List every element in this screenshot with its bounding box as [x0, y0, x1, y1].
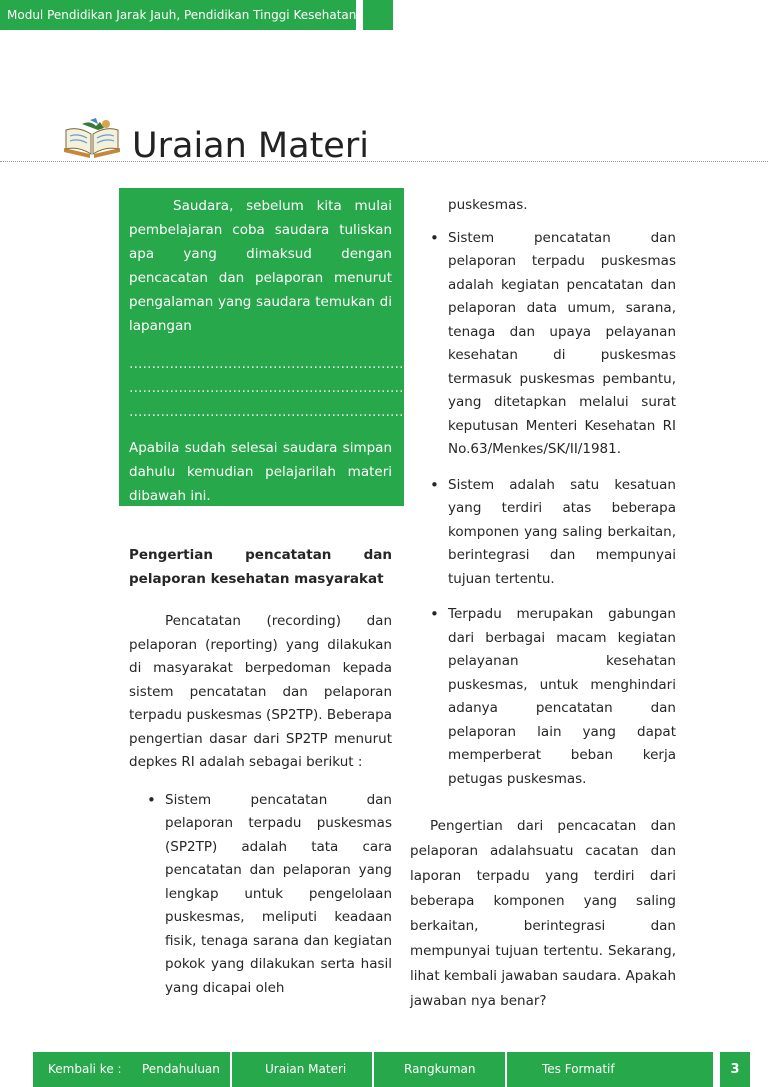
definition-list: [430, 227, 676, 792]
nav-link-rangkuman[interactable]: Rangkuman: [404, 1062, 476, 1076]
definition-list: [147, 789, 392, 1001]
page-number: 3: [720, 1052, 750, 1087]
nav-separator: [372, 1052, 374, 1087]
right-column: [430, 194, 676, 791]
footer-nav: [33, 1052, 713, 1087]
answer-line: ……………………………………………………………………: [129, 380, 480, 396]
intro-paragraph: Pencatatan (recording) dan pelaporan (reporting) yang dilakukan di masyarakat berpedoman kepada sistem pencatatan dan pelaporan terpadu puskesmas (SP2TP). Beberapa pengertian dasar dari SP2TP menurut depkes RI adalah sebagai berikut :: [129, 613, 392, 770]
nav-separator: [505, 1052, 507, 1087]
activity-intro: Saudara, sebelum kita mulai pembelajaran coba saudara tuliskan apa yang dimaksud dengan pencacatan dan pelaporan menurut pengalaman yang saudara temukan di lapangan: [129, 198, 392, 334]
nav-separator: [230, 1052, 232, 1087]
divider: [0, 161, 768, 162]
nav-link-pendahuluan[interactable]: Pendahuluan: [142, 1062, 220, 1076]
module-title-bar: [0, 0, 356, 30]
section-title: Uraian Materi: [132, 126, 369, 166]
left-column: [129, 544, 392, 1000]
nav-link-tes-formatif[interactable]: Tes Formatif: [542, 1062, 615, 1076]
answer-line: ……………………………………………………………………: [129, 356, 480, 372]
activity-box: [119, 188, 480, 506]
summary-block: [410, 814, 676, 1014]
subheading: Pengertian pencatatan dan pelaporan kesehatan masyarakat: [129, 547, 392, 587]
module-title: Modul Pendidikan Jarak Jauh, Pendidikan Tinggi Kesehatan: [7, 8, 357, 22]
answer-line: ……………………………………………………………………: [129, 404, 480, 420]
header-accent-square: [363, 0, 393, 30]
nav-link-uraian-materi[interactable]: Uraian Materi: [265, 1062, 347, 1076]
list-item: • Terpadu merupakan gabungan dari berbagai macam kegiatan pelayanan kesehatan puskesmas, untuk menghindari adanya pencatatan dan pelaporan lain yang dapat memperberat beban kerja petugas puskesmas.: [430, 603, 676, 791]
continuation-text: puskesmas.: [448, 197, 528, 213]
book-icon: [60, 118, 124, 162]
back-label: Kembali ke :: [48, 1062, 122, 1076]
list-item: • Sistem pencatatan dan pelaporan terpadu puskesmas adalah kegiatan pencatatan dan pelaporan data umum, sarana, tenaga dan upaya pelayanan kesehatan di puskesmas termasuk puskesmas pembantu, yang ditetapkan melalui surat keputusan Menteri Kesehatan RI No.63/Menkes/SK/II/1981.: [430, 227, 676, 462]
list-item: • Sistem adalah satu kesatuan yang terdiri atas beberapa komponen yang saling berkaitan, berintegrasi dan mempunyai tujuan tertentu.: [430, 474, 676, 592]
summary-paragraph: Pengertian dari pencacatan dan pelaporan adalahsuatu cacatan dan laporan terpadu yang terdiri dari beberapa komponen yang saling berkaitan, berintegrasi dan mempunyai tujuan tertentu. Sekarang, lihat kembali jawaban saudara. Apakah jawaban nya benar?: [410, 818, 676, 1009]
list-item: • Sistem pencatatan dan pelaporan terpadu puskesmas (SP2TP) adalah tata cara pencatatan dan pelaporan yang lengkap untuk pengelolaan puskesmas, meliputi keadaan fisik, tenaga sarana dan kegiatan pokok yang dilakukan serta hasil yang dicapai oleh: [147, 789, 392, 1001]
activity-closing: Apabila sudah selesai saudara simpan dahulu kemudian pelajarilah materi dibawah ini.: [129, 440, 392, 504]
